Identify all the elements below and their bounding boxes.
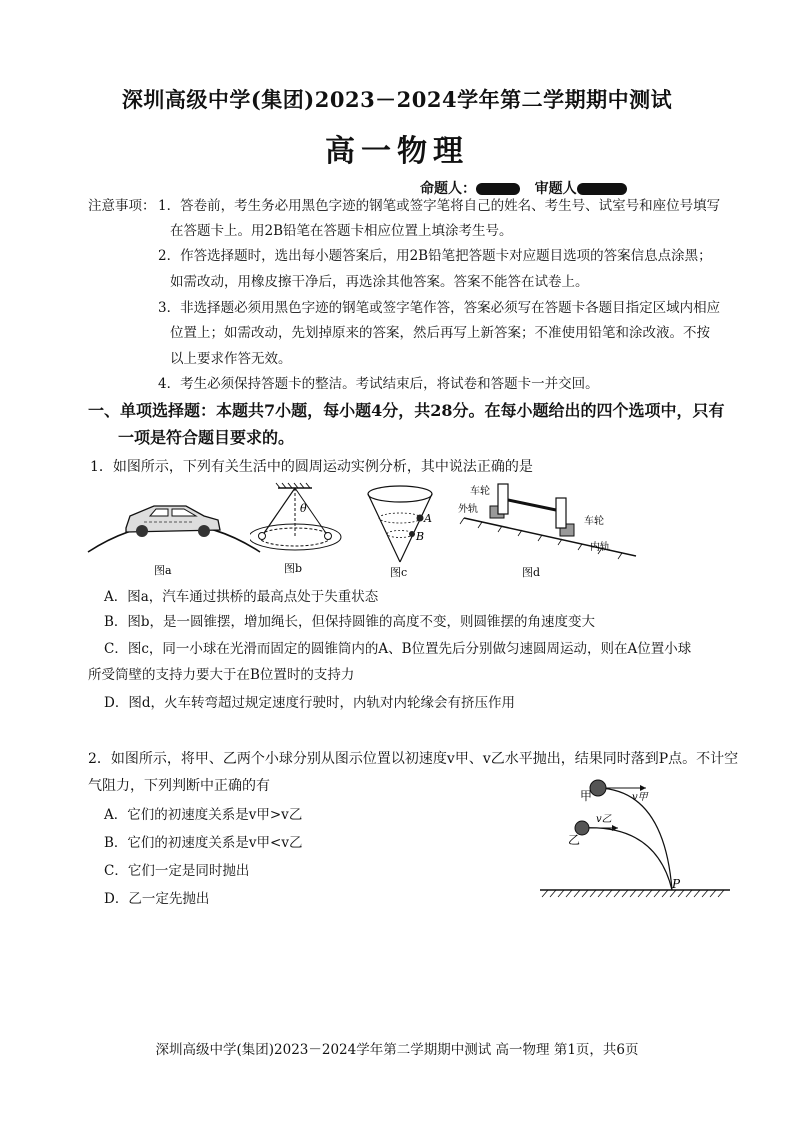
figure-b-conical-pendulum — [250, 480, 360, 580]
ball-jia-label: 甲 — [580, 789, 593, 803]
point-p-label: P — [672, 877, 681, 891]
section-1-heading-cont: 一项是符合题目要求的。 — [118, 428, 295, 447]
wheelset-icon — [490, 484, 574, 536]
v-yi-label: v乙 — [596, 814, 612, 825]
exam-title: 深圳高级中学(集团)2023－2024学年第二学期期中测试 — [121, 87, 673, 112]
q1-option-a: A．图a，汽车通过拱桥的最高点处于失重状态 — [104, 589, 379, 605]
caption-a: 图a — [154, 564, 172, 577]
outer-rail-label: 外轨 — [458, 504, 478, 515]
question-1-stem: 1．如图所示，下列有关生活中的圆周运动实例分析，其中说法正确的是 — [90, 459, 533, 475]
v-jia-label: v甲 — [632, 792, 648, 803]
note-2-line-1: 2．作答选择题时，选出每小题答案后，用2B铅笔把答题卡对应题目选项的答案信息点涂黑； — [158, 248, 712, 264]
note-3-line-2: 位置上；如需改动，先划掉原来的答案，然后再写上新答案；不准使用铅笔和涂改液。不按 — [170, 325, 710, 341]
q2-option-b: B．它们的初速度关系是v甲<v乙 — [104, 835, 303, 851]
note-1-line-2: 在答题卡上。用2B铅笔在答题卡相应位置上填涂考生号。 — [170, 223, 513, 239]
figure-a-car-on-bridge — [84, 484, 264, 579]
note-3-line-1: 3．非选择题必须用黑色字迹的钢笔或签字笔作答，答案必须写在答题卡各题目指定区域内相应 — [158, 300, 721, 316]
note-4-line-1: 4．考生必须保持答题卡的整洁。考试结束后，将试卷和答题卡一并交回。 — [158, 376, 599, 392]
page-footer: 深圳高级中学(集团)2023－2024学年第二学期期中测试 高一物理 第1页，共6页 — [155, 1042, 639, 1058]
notes-label: 注意事项： — [88, 198, 156, 214]
q1-option-d: D．图d，火车转弯超过规定速度行驶时，内轨对内轮缘会有挤压作用 — [104, 695, 515, 711]
theta-label: θ — [300, 502, 307, 515]
section-1-heading: 一、单项选择题：本题共7小题，每小题4分，共28分。在每小题给出的四个选项中，只有 — [88, 401, 725, 420]
q2-option-a: A．它们的初速度关系是v甲>v乙 — [104, 807, 303, 823]
q1-option-c-cont: 所受筒壁的支持力要大于在B位置时的支持力 — [88, 667, 355, 683]
note-3-line-3: 以上要求作答无效。 — [170, 351, 292, 367]
q1-option-c: C．图c，同一小球在光滑而固定的圆锥筒内的A、B位置先后分别做匀速圆周运动，则在A位置小球 — [104, 641, 692, 657]
figure-q2-projectiles — [536, 770, 732, 905]
subject-title: 高一物理 — [325, 134, 469, 169]
wheel-left-label: 车轮 — [470, 486, 490, 497]
ball-yi-label: 乙 — [568, 833, 581, 847]
question-2-stem-cont: 气阻力，下列判断中正确的有 — [88, 778, 270, 794]
car-icon — [126, 506, 220, 537]
wheel-right-label: 车轮 — [584, 516, 604, 527]
caption-b: 图b — [284, 562, 303, 575]
reviewer-label: 审题人 — [534, 181, 577, 197]
note-2-line-2: 如需改动，用橡皮擦干净后，再选涂其他答案。答案不能答在试卷上。 — [170, 274, 589, 290]
q1-option-b: B．图b，是一圆锥摆，增加绳长，但保持圆锥的高度不变，则圆锥摆的角速度变大 — [104, 614, 596, 630]
figure-c-cone — [362, 480, 448, 580]
question-2-stem: 2．如图所示，将甲、乙两个小球分别从图示位置以初速度v甲、v乙水平抛出，结果同时落到P点。不计空 — [88, 751, 739, 767]
figure-d-banked-track — [452, 480, 652, 582]
note-1-line-1: 1．答卷前，考生务必用黑色字迹的钢笔或签字笔将自己的姓名、考生号、试室号和座位号填写 — [158, 198, 721, 214]
q2-option-c: C．它们一定是同时抛出 — [104, 863, 250, 879]
author-label: 命题人： — [420, 181, 476, 197]
point-a-label: A — [424, 512, 432, 525]
inner-rail-label: 内轨 — [590, 542, 610, 553]
q2-option-d: D．乙一定先抛出 — [104, 891, 210, 907]
caption-d: 图d — [522, 566, 541, 579]
point-b-label: B — [416, 530, 425, 543]
caption-c: 图c — [390, 566, 408, 579]
